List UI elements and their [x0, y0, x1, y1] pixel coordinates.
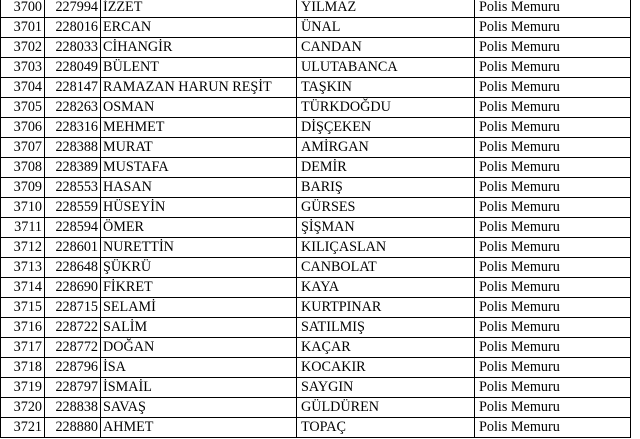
rank-title-cell: Polis Memuru [475, 238, 631, 258]
registry-number-cell: 228033 [45, 38, 101, 58]
row-number-cell: 3712 [1, 238, 45, 258]
rank-title-cell: Polis Memuru [475, 218, 631, 238]
row-number-cell: 3711 [1, 218, 45, 238]
last-name-cell: ULUTABANCA [297, 58, 475, 78]
rank-title-cell: Polis Memuru [475, 58, 631, 78]
first-name-cell: HÜSEYİN [101, 198, 297, 218]
rank-title-cell: Polis Memuru [475, 78, 631, 98]
table-row [1, 378, 631, 398]
table-row [1, 318, 631, 338]
row-number-cell: 3721 [1, 418, 45, 438]
first-name-cell: BÜLENT [101, 58, 297, 78]
registry-number-cell: 228016 [45, 18, 101, 38]
registry-number-cell: 228715 [45, 298, 101, 318]
rank-title-cell: Polis Memuru [475, 358, 631, 378]
first-name-cell: İZZET [101, 0, 297, 18]
last-name-cell: CANDAN [297, 38, 475, 58]
row-number-cell: 3701 [1, 18, 45, 38]
table-row [1, 358, 631, 378]
registry-number-cell: 227994 [45, 0, 101, 18]
rank-title-cell: Polis Memuru [475, 198, 631, 218]
last-name-cell: KOCAKIR [297, 358, 475, 378]
registry-number-cell: 228838 [45, 398, 101, 418]
row-number-cell: 3719 [1, 378, 45, 398]
last-name-cell: KAYA [297, 278, 475, 298]
last-name-cell: ŞİŞMAN [297, 218, 475, 238]
row-number-cell: 3700 [1, 0, 45, 18]
personnel-table-body [1, 0, 631, 438]
first-name-cell: NURETTİN [101, 238, 297, 258]
row-number-cell: 3709 [1, 178, 45, 198]
table-row [1, 58, 631, 78]
table-row [1, 78, 631, 98]
table-row [1, 298, 631, 318]
rank-title-cell: Polis Memuru [475, 118, 631, 138]
table-row [1, 218, 631, 238]
first-name-cell: İSMAİL [101, 378, 297, 398]
table-row [1, 278, 631, 298]
table-row [1, 0, 631, 18]
first-name-cell: SELAMİ [101, 298, 297, 318]
first-name-cell: ÖMER [101, 218, 297, 238]
row-number-cell: 3710 [1, 198, 45, 218]
last-name-cell: SAYGIN [297, 378, 475, 398]
registry-number-cell: 228772 [45, 338, 101, 358]
row-number-cell: 3717 [1, 338, 45, 358]
row-number-cell: 3704 [1, 78, 45, 98]
row-number-cell: 3708 [1, 158, 45, 178]
first-name-cell: MURAT [101, 138, 297, 158]
last-name-cell: KAÇAR [297, 338, 475, 358]
registry-number-cell: 228601 [45, 238, 101, 258]
registry-number-cell: 228797 [45, 378, 101, 398]
registry-number-cell: 228263 [45, 98, 101, 118]
row-number-cell: 3707 [1, 138, 45, 158]
first-name-cell: MEHMET [101, 118, 297, 138]
row-number-cell: 3706 [1, 118, 45, 138]
table-row [1, 258, 631, 278]
table-row [1, 138, 631, 158]
rank-title-cell: Polis Memuru [475, 38, 631, 58]
last-name-cell: SATILMIŞ [297, 318, 475, 338]
registry-number-cell: 228316 [45, 118, 101, 138]
registry-number-cell: 228722 [45, 318, 101, 338]
first-name-cell: SALİM [101, 318, 297, 338]
rank-title-cell: Polis Memuru [475, 178, 631, 198]
rank-title-cell: Polis Memuru [475, 378, 631, 398]
row-number-cell: 3703 [1, 58, 45, 78]
first-name-cell: CİHANGİR [101, 38, 297, 58]
table-row [1, 398, 631, 418]
rank-title-cell: Polis Memuru [475, 0, 631, 18]
first-name-cell: OSMAN [101, 98, 297, 118]
row-number-cell: 3713 [1, 258, 45, 278]
registry-number-cell: 228049 [45, 58, 101, 78]
last-name-cell: DİŞÇEKEN [297, 118, 475, 138]
row-number-cell: 3715 [1, 298, 45, 318]
table-row [1, 178, 631, 198]
row-number-cell: 3702 [1, 38, 45, 58]
registry-number-cell: 228648 [45, 258, 101, 278]
first-name-cell: RAMAZAN HARUN REŞİT [101, 78, 297, 98]
table-row [1, 98, 631, 118]
rank-title-cell: Polis Memuru [475, 258, 631, 278]
rank-title-cell: Polis Memuru [475, 18, 631, 38]
table-row [1, 18, 631, 38]
table-row [1, 38, 631, 58]
first-name-cell: ŞÜKRÜ [101, 258, 297, 278]
rank-title-cell: Polis Memuru [475, 138, 631, 158]
last-name-cell: GÜRSES [297, 198, 475, 218]
rank-title-cell: Polis Memuru [475, 318, 631, 338]
registry-number-cell: 228796 [45, 358, 101, 378]
first-name-cell: HASAN [101, 178, 297, 198]
rank-title-cell: Polis Memuru [475, 418, 631, 438]
registry-number-cell: 228388 [45, 138, 101, 158]
table-row [1, 158, 631, 178]
rank-title-cell: Polis Memuru [475, 298, 631, 318]
table-row [1, 238, 631, 258]
registry-number-cell: 228690 [45, 278, 101, 298]
last-name-cell: CANBOLAT [297, 258, 475, 278]
last-name-cell: GÜLDÜREN [297, 398, 475, 418]
table-row [1, 198, 631, 218]
last-name-cell: ÜNAL [297, 18, 475, 38]
rank-title-cell: Polis Memuru [475, 98, 631, 118]
first-name-cell: SAVAŞ [101, 398, 297, 418]
last-name-cell: KURTPINAR [297, 298, 475, 318]
first-name-cell: AHMET [101, 418, 297, 438]
table-row [1, 118, 631, 138]
registry-number-cell: 228880 [45, 418, 101, 438]
first-name-cell: İSA [101, 358, 297, 378]
registry-number-cell: 228389 [45, 158, 101, 178]
last-name-cell: YILMAZ [297, 0, 475, 18]
registry-number-cell: 228594 [45, 218, 101, 238]
last-name-cell: TAŞKIN [297, 78, 475, 98]
table-row [1, 338, 631, 358]
row-number-cell: 3718 [1, 358, 45, 378]
last-name-cell: AMİRGAN [297, 138, 475, 158]
rank-title-cell: Polis Memuru [475, 158, 631, 178]
table-row [1, 418, 631, 438]
row-number-cell: 3714 [1, 278, 45, 298]
row-number-cell: 3716 [1, 318, 45, 338]
registry-number-cell: 228147 [45, 78, 101, 98]
last-name-cell: DEMİR [297, 158, 475, 178]
last-name-cell: BARIŞ [297, 178, 475, 198]
last-name-cell: TÜRKDOĞDU [297, 98, 475, 118]
first-name-cell: MUSTAFA [101, 158, 297, 178]
rank-title-cell: Polis Memuru [475, 278, 631, 298]
rank-title-cell: Polis Memuru [475, 398, 631, 418]
first-name-cell: ERCAN [101, 18, 297, 38]
first-name-cell: FİKRET [101, 278, 297, 298]
row-number-cell: 3705 [1, 98, 45, 118]
last-name-cell: TOPAÇ [297, 418, 475, 438]
registry-number-cell: 228553 [45, 178, 101, 198]
row-number-cell: 3720 [1, 398, 45, 418]
first-name-cell: DOĞAN [101, 338, 297, 358]
last-name-cell: KILIÇASLAN [297, 238, 475, 258]
registry-number-cell: 228559 [45, 198, 101, 218]
rank-title-cell: Polis Memuru [475, 338, 631, 358]
